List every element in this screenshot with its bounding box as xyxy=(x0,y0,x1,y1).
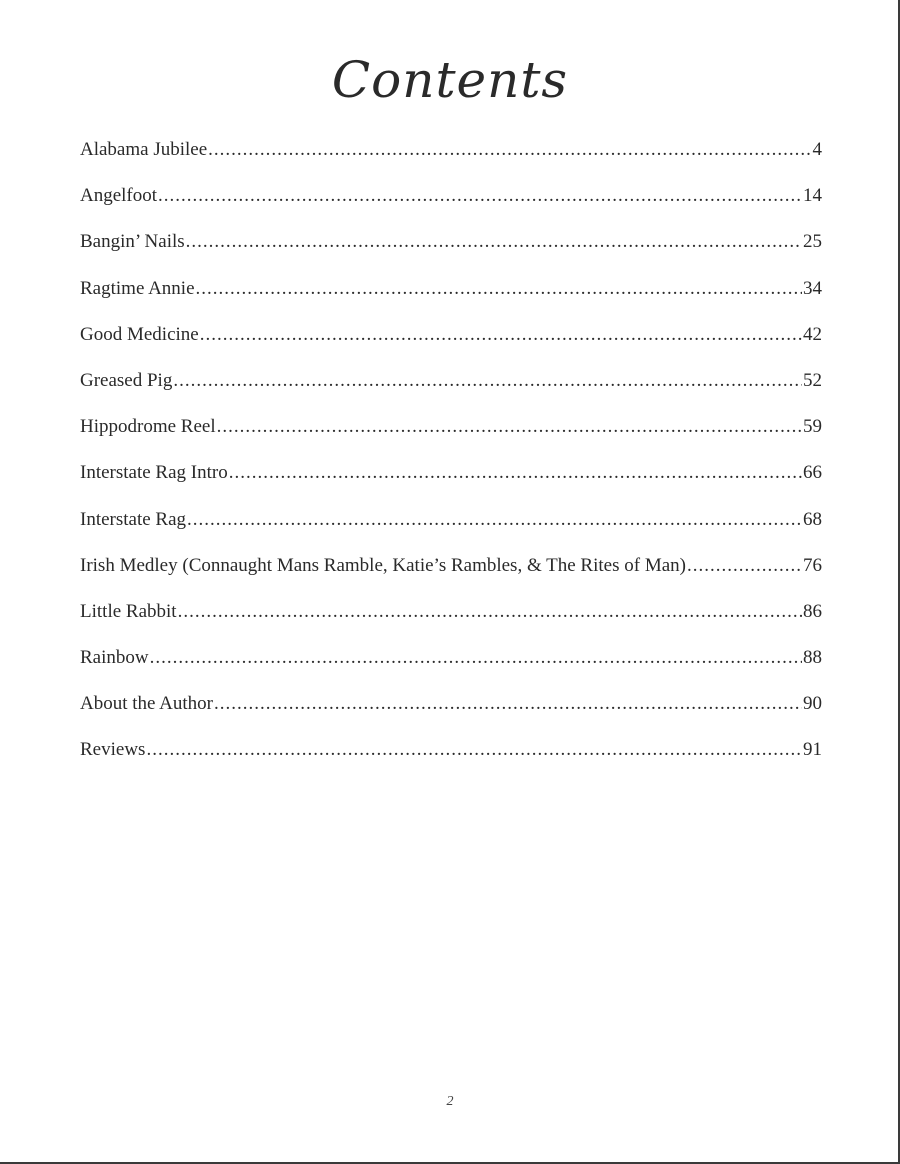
toc-entry-title: Interstate Rag Intro xyxy=(80,462,228,484)
toc-entry-title: Rainbow xyxy=(80,647,149,669)
toc-entry-page: 25 xyxy=(803,231,822,253)
dot-leader xyxy=(146,732,802,768)
toc-entry[interactable] xyxy=(80,640,822,686)
toc-entry-title: Bangin’ Nails xyxy=(80,231,185,253)
dot-leader xyxy=(173,363,802,399)
toc-entry[interactable] xyxy=(80,455,822,501)
dot-leader xyxy=(187,502,802,538)
toc-entry-page: 86 xyxy=(803,600,822,622)
toc-entry[interactable] xyxy=(80,224,822,270)
page-number: 2 xyxy=(446,1094,454,1109)
toc-entry-title: Hippodrome Reel xyxy=(80,416,216,438)
toc-entry-page: 14 xyxy=(803,185,822,207)
toc-entry[interactable] xyxy=(80,548,822,594)
dot-leader xyxy=(196,271,802,307)
toc-entry-title: Interstate Rag xyxy=(80,508,187,530)
toc-entry-title: Ragtime Annie xyxy=(80,277,195,299)
toc-entry[interactable] xyxy=(80,409,822,455)
dot-leader xyxy=(186,224,802,260)
dot-leader xyxy=(217,409,802,445)
toc-entry-title: Little Rabbit xyxy=(80,600,177,622)
toc-entry-title: Reviews xyxy=(80,739,146,761)
toc-entry-page: 91 xyxy=(803,739,822,761)
toc-entry[interactable] xyxy=(80,132,822,178)
toc-entry[interactable] xyxy=(80,502,822,548)
toc-entry-page: 90 xyxy=(803,693,822,715)
toc-entry[interactable] xyxy=(80,178,822,224)
toc-entry[interactable] xyxy=(80,594,822,640)
toc-entry[interactable] xyxy=(80,732,822,778)
dot-leader xyxy=(214,686,802,722)
dot-leader xyxy=(158,178,802,214)
toc-entry-page: 88 xyxy=(803,647,822,669)
toc-entry-title: Angelfoot xyxy=(80,185,158,207)
toc-entry-title: Good Medicine xyxy=(80,323,199,345)
toc-entry-page: 68 xyxy=(803,508,822,530)
toc-entry-title: About the Author xyxy=(80,693,213,715)
toc-entry-page: 42 xyxy=(803,323,822,345)
toc-entry-title: Greased Pig xyxy=(80,369,173,391)
page-title: Contents xyxy=(331,51,569,109)
toc-entry-page: 59 xyxy=(803,416,822,438)
toc-entry-page: 66 xyxy=(803,462,822,484)
dot-leader xyxy=(200,317,802,353)
toc-entry-page: 52 xyxy=(803,369,822,391)
toc-entry[interactable] xyxy=(80,686,822,732)
toc-entry[interactable] xyxy=(80,363,822,409)
dot-leader xyxy=(150,640,802,676)
toc-entry[interactable] xyxy=(80,271,822,317)
dot-leader xyxy=(687,548,802,584)
toc-entry[interactable] xyxy=(80,317,822,363)
toc-entry-page: 4 xyxy=(812,139,822,160)
toc-entry-title: Alabama Jubilee xyxy=(80,139,208,160)
toc-entry-title: Irish Medley (Connaught Mans Ramble, Katie’s Rambles, & The Rites of Man) xyxy=(80,554,686,576)
dot-leader xyxy=(208,132,811,168)
dot-leader xyxy=(229,455,802,491)
toc-entry-page: 34 xyxy=(803,277,822,299)
dot-leader xyxy=(178,594,802,630)
toc-entry-page: 76 xyxy=(803,554,822,576)
table-of-contents xyxy=(80,132,822,779)
